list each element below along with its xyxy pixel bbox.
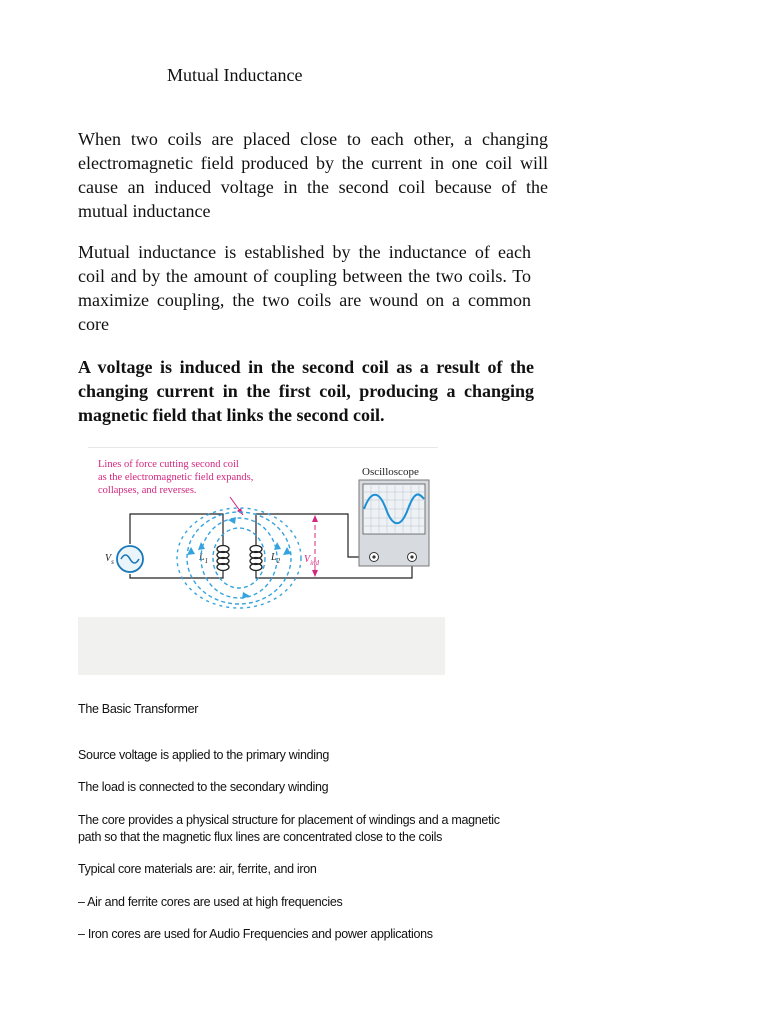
paragraph-induced-voltage-bold: A voltage is induced in the second coil as a result of the changing current in the first coil, producing a changing magnetic field that links the second coil. [78, 357, 534, 425]
vind-label: $V_{ind}$ [304, 554, 320, 567]
scope-terminal-1-center [372, 555, 375, 558]
annotation-line-2: as the electromagnetic field expands, [98, 472, 254, 483]
paragraph-coupling: Mutual inductance is established by the inductance of each coil and by the amount of coupling between the two coils. To maximize coupling, the two coils are wound on a common core [78, 242, 531, 334]
note-line-1: Source voltage is applied to the primary winding [78, 748, 330, 762]
circuit-diagram [78, 447, 445, 675]
mutual-inductance-figure [78, 447, 445, 675]
note-line-4: path so that the magnetic flux lines are concentrated close to the coils [78, 830, 443, 844]
source-label: $V_s$ [105, 553, 114, 566]
note-line-3: The core provides a physical structure for placement of windings and a magnetic [78, 813, 500, 827]
page-title: Mutual Inductance [167, 65, 303, 85]
section-heading-basic-transformer: The Basic Transformer [78, 702, 199, 716]
note-line-2: The load is connected to the secondary winding [78, 780, 329, 794]
scope-terminal-2-center [410, 555, 413, 558]
oscilloscope-label: Oscilloscope [362, 466, 419, 478]
l2-label: $L_2$ [271, 552, 281, 565]
annotation-line-3: collapses, and reverses. [98, 485, 197, 496]
note-line-7: – Iron cores are used for Audio Frequencies and power applications [78, 927, 433, 941]
paragraph-mutual-inductance-intro: When two coils are placed close to each other, a changing electromagnetic field produced by the current in one coil will cause an induced voltage in the second coil because of the mutual inductance [78, 129, 548, 221]
l1-label: $L_1$ [199, 552, 209, 565]
annotation-line-1: Lines of force cutting second coil [98, 459, 239, 470]
note-line-6: – Air and ferrite cores are used at high frequencies [78, 895, 343, 909]
note-line-5: Typical core materials are: air, ferrite, and iron [78, 862, 317, 876]
